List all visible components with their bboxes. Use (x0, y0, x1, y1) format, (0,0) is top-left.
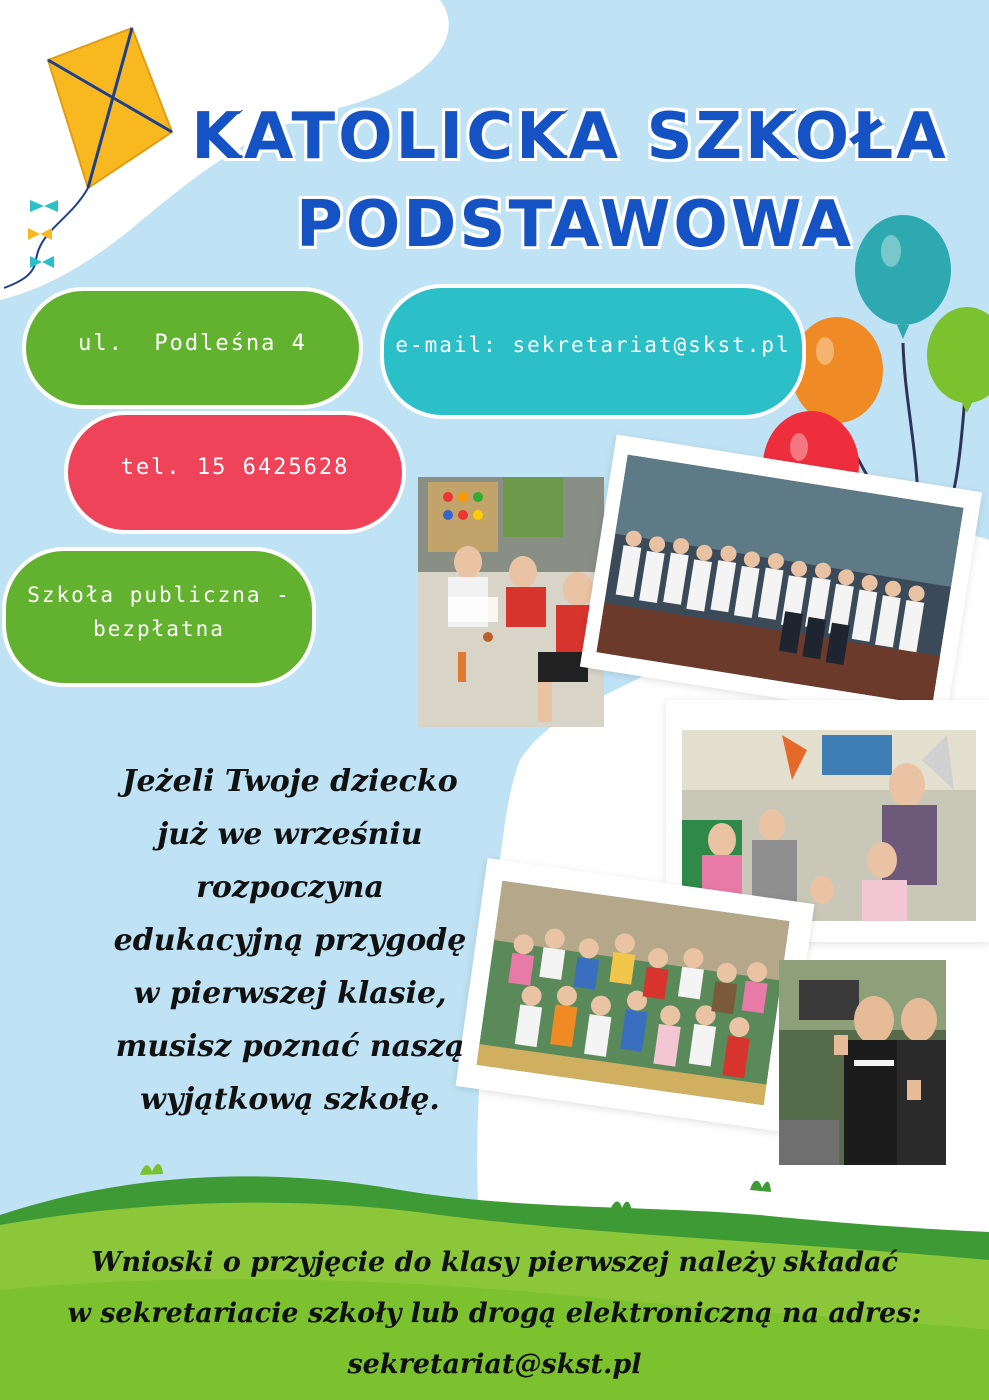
intro-line: rozpoczyna (196, 870, 384, 905)
address-text: ul. Podleśna 4 (78, 331, 307, 356)
intro-line: edukacyjną przygodę (113, 923, 467, 958)
photo-group (476, 881, 789, 1106)
footer-line2: w sekretariacie szkoły lub drogą elektroniczną na adres: (67, 1298, 922, 1329)
intro-line: w pierwszej klasie, (133, 976, 447, 1011)
photo-two-boys (779, 960, 946, 1165)
intro-line: Jeżeli Twoje dziecko (122, 764, 458, 799)
footer-text (0, 1237, 989, 1390)
free-school-badge (2, 547, 316, 687)
email-text: e-mail: sekretariat@skst.pl (395, 332, 791, 357)
free-school-line1: Szkoła publiczna - (27, 583, 291, 607)
intro-line: wyjątkową szkołę. (140, 1082, 440, 1117)
email-badge (380, 284, 806, 419)
intro-text (90, 755, 490, 1126)
intro-line: już we wrześniu (157, 817, 423, 852)
phone-text: tel. 15 6425628 (120, 454, 350, 480)
page-title-line2: PODSTAWOWA (295, 188, 855, 262)
free-school-text (27, 578, 291, 646)
page-title-line1: KATOLICKA SZKOŁA (191, 100, 949, 174)
phone-badge (64, 411, 406, 534)
free-school-line2: bezpłatna (93, 617, 225, 641)
photo-kids-playing (418, 477, 604, 727)
address-badge (22, 287, 363, 409)
footer-email: sekretariat@skst.pl (347, 1349, 642, 1380)
intro-line: musisz poznać naszą (115, 1029, 465, 1064)
footer-line1: Wnioski o przyjęcie do klasy pierwszej należy składać (91, 1247, 898, 1278)
